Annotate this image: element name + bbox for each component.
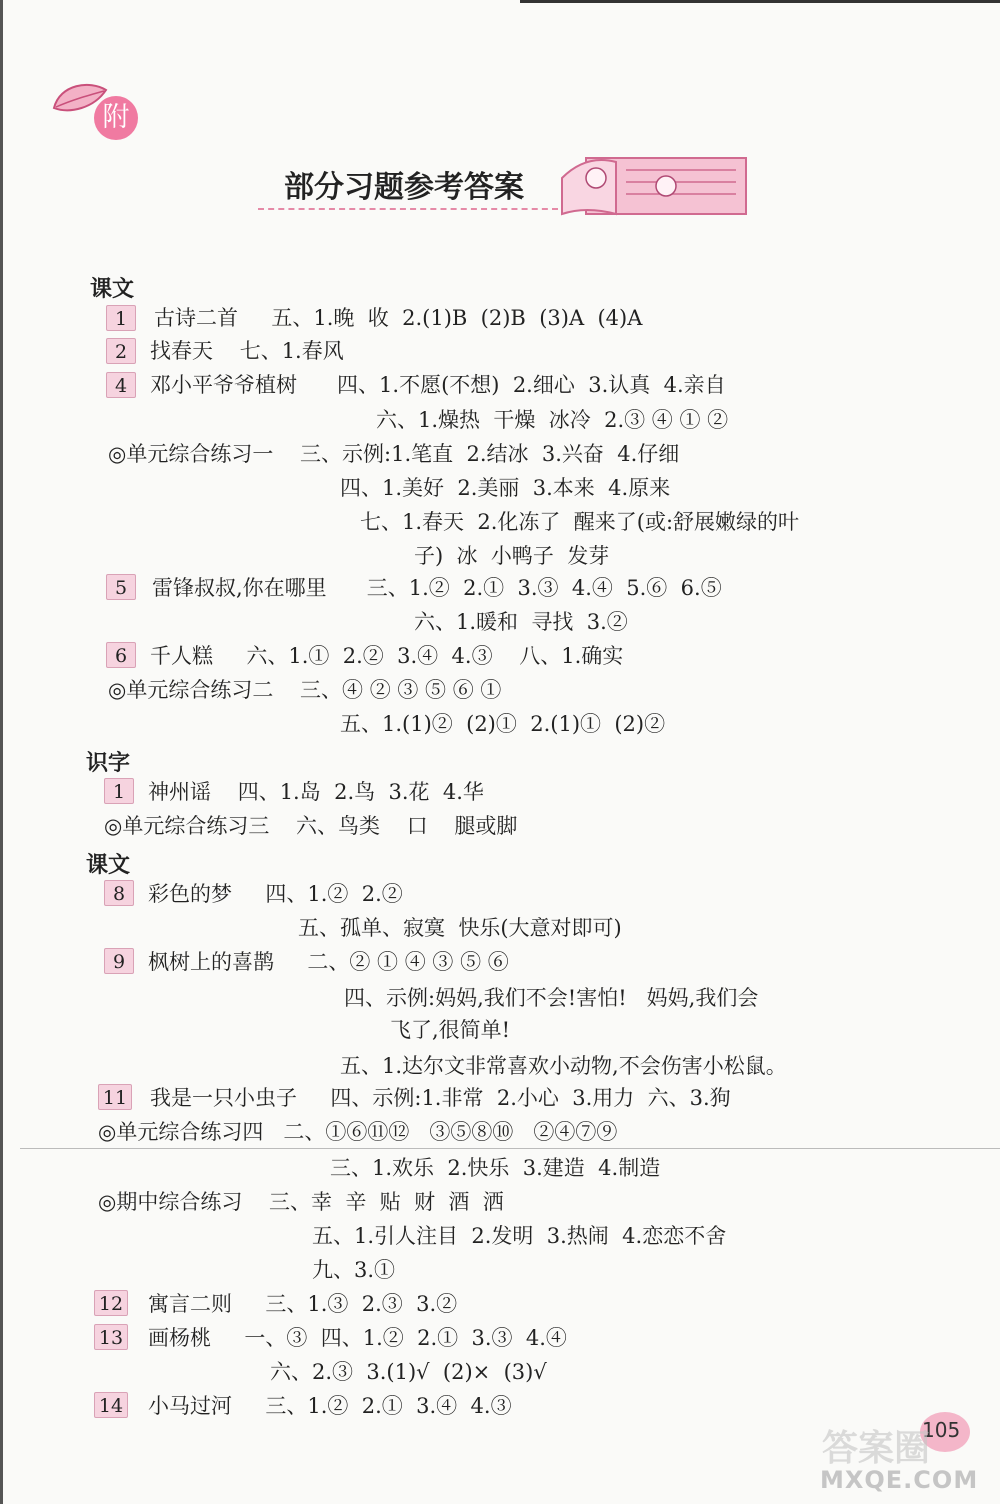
answer-line: 五、1.达尔文非常喜欢小动物,不会伤害小松鼠。 [340, 1054, 787, 1078]
appendix-tab [94, 96, 138, 140]
lesson-number: 8 [104, 880, 134, 906]
lesson-number: 14 [94, 1392, 128, 1418]
answer-line: 我是一只小虫子 四、示例:1.非常 2.小心 3.用力 六、3.狗 [150, 1086, 731, 1110]
left-border [0, 0, 3, 1504]
answer-line: 枫树上的喜鹊 二、② ① ④ ③ ⑤ ⑥ [148, 950, 509, 974]
answer-line: 五、1.(1)② (2)① 2.(1)① (2)② [340, 712, 666, 736]
answer-line: 古诗二首 五、1.晚 收 2.(1)B (2)B (3)A (4)A [154, 306, 643, 330]
watermark-url: MXQE.COM [820, 1466, 979, 1494]
answer-line: 小马过河 三、1.② 2.① 3.④ 4.③ [148, 1394, 512, 1418]
answer-line: 五、1.引人注目 2.发明 3.热闹 4.恋恋不舍 [312, 1224, 727, 1248]
page-title: 部分习题参考答案 [284, 170, 524, 205]
unit-review-line: ◎单元综合练习二 三、④ ② ③ ⑤ ⑥ ① [108, 678, 502, 702]
unit-review-line: ◎单元综合练习一 三、示例:1.笔直 2.结冰 3.兴奋 4.仔细 [108, 442, 680, 466]
lesson-number: 12 [94, 1290, 128, 1316]
answer-line: 五、孤单、寂寞 快乐(大意对即可) [298, 916, 622, 940]
answer-line: 寓言二则 三、1.③ 2.③ 3.② [148, 1292, 458, 1316]
lesson-number: 1 [104, 778, 134, 804]
answer-line: 彩色的梦 四、1.② 2.② [148, 882, 403, 906]
lesson-number: 5 [106, 574, 136, 600]
answer-line: 子) 冰 小鸭子 发芽 [414, 544, 610, 568]
page-fold-line [20, 1148, 1000, 1149]
section-heading: 课文 [86, 853, 131, 878]
answer-line: 九、3.① [312, 1258, 396, 1282]
answer-line: 找春天 七、1.春风 [150, 339, 344, 363]
answer-line: 飞了,很简单! [390, 1018, 511, 1042]
appendix-tab-label: 附 [102, 102, 130, 133]
unit-review-line: ◎单元综合练习四 二、①⑥⑪⑫ ③⑤⑧⑩ ②④⑦⑨ [98, 1120, 618, 1144]
answer-line: 千人糕 六、1.① 2.② 3.④ 4.③ 八、1.确实 [150, 644, 624, 668]
answer-line: 画杨桃 一、③ 四、1.② 2.① 3.③ 4.④ [148, 1326, 567, 1350]
answer-line: 七、1.春天 2.化冻了 醒来了(或:舒展嫩绿的叶 [360, 510, 800, 534]
answer-line: 六、1.暖和 寻找 3.② [414, 610, 628, 634]
lesson-number: 13 [94, 1324, 128, 1350]
page-number: 105 [922, 1418, 961, 1442]
section-heading: 识字 [86, 751, 131, 776]
books-illustration [556, 148, 756, 220]
answer-line: 雷锋叔叔,你在哪里 三、1.② 2.① 3.③ 4.④ 5.⑥ 6.⑤ [152, 576, 722, 600]
midterm-review-line: ◎期中综合练习 三、幸 辛 贴 财 酒 洒 [98, 1190, 504, 1214]
watermark-logo: 答案圈 [822, 1428, 931, 1469]
answer-line: 四、示例:妈妈,我们不会!害怕! 妈妈,我们会 [344, 986, 759, 1010]
answer-line: 四、1.美好 2.美丽 3.本来 4.原来 [340, 476, 671, 500]
lesson-number: 4 [106, 372, 136, 398]
answer-line: 六、1.燥热 干燥 冰冷 2.③ ④ ① ② [376, 408, 729, 432]
top-border [520, 0, 1000, 3]
answer-line: 三、1.欢乐 2.快乐 3.建造 4.制造 [330, 1156, 661, 1180]
section-heading: 课文 [90, 277, 135, 302]
answer-line: 六、2.③ 3.(1)√ (2)× (3)√ [270, 1360, 547, 1384]
unit-review-line: ◎单元综合练习三 六、鸟类 口 腿或脚 [104, 814, 518, 838]
answer-line: 神州谣 四、1.岛 2.鸟 3.花 4.华 [148, 780, 484, 804]
lesson-number: 2 [106, 338, 136, 364]
title-underline [258, 208, 558, 210]
answer-line: 邓小平爷爷植树 四、1.不愿(不想) 2.细心 3.认真 4.亲自 [150, 373, 726, 397]
lesson-number: 11 [98, 1084, 132, 1110]
lesson-number: 9 [104, 948, 134, 974]
lesson-number: 1 [106, 305, 136, 331]
lesson-number: 6 [106, 642, 136, 668]
